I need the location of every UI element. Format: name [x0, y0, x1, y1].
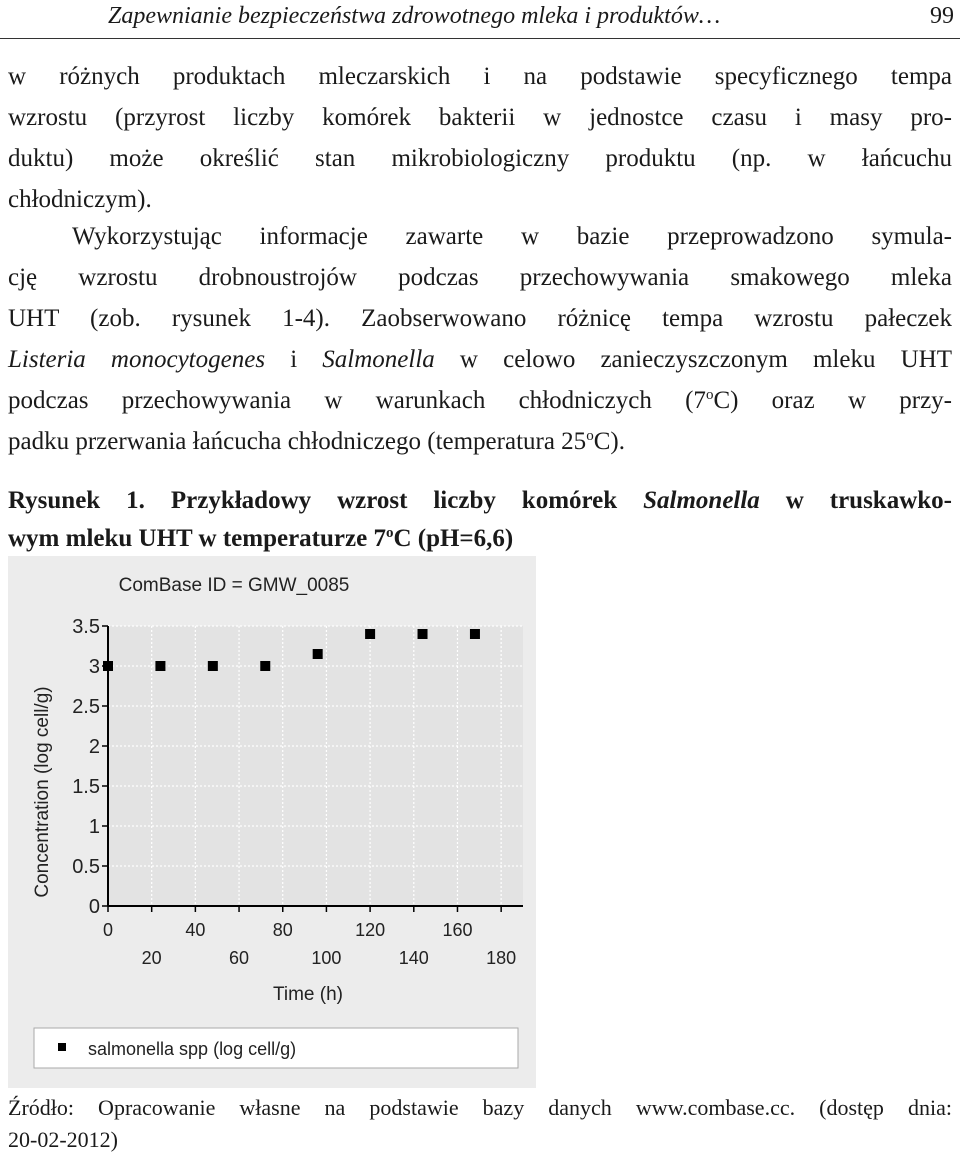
paragraph-1-line: wzrostu (przyrost liczby komórek bakterii w jednostce czasu i masy pro-	[8, 104, 952, 131]
paragraph-2-line	[8, 380, 952, 421]
y-tick-label: 1	[88, 816, 100, 838]
y-tick-label: 2	[88, 736, 100, 758]
y-tick-label: 0	[88, 896, 100, 918]
data-point	[260, 661, 270, 671]
text-fragment: podczas przechowywania w warunkach chłodniczych (7	[8, 387, 706, 414]
legend-label: salmonella spp (log cell/g)	[88, 1039, 297, 1059]
paragraph-2-line	[8, 421, 952, 462]
y-tick-label: 3	[88, 656, 100, 678]
legend-marker	[58, 1043, 66, 1051]
x-tick-label: 40	[185, 920, 206, 940]
degree-superscript: o	[385, 525, 394, 541]
y-tick-label: 0.5	[72, 856, 100, 878]
plot-area	[108, 626, 523, 906]
data-point	[155, 661, 165, 671]
x-tick-label: 120	[355, 920, 386, 940]
x-tick-label: 160	[442, 920, 473, 940]
paragraph-1-line: w różnych produktach mleczarskich i na podstawie specyficznego tempa	[8, 63, 952, 90]
caption-line	[8, 482, 952, 520]
caption-species: Salmonella	[643, 487, 760, 514]
data-point	[418, 629, 428, 639]
caption-prefix: Rysunek 1. Przykładowy wzrost liczby komórek	[8, 487, 644, 514]
degree-superscript: o	[586, 428, 594, 444]
x-tick-label: 0	[102, 920, 114, 940]
data-point	[470, 629, 480, 639]
caption-text: w truskawko-	[759, 487, 952, 514]
species-name-salmonella: Salmonella	[322, 346, 435, 373]
page-header	[0, 0, 960, 39]
x-tick-label: 80	[272, 920, 293, 940]
data-point	[103, 661, 113, 671]
text-fragment: C) oraz w przy-	[713, 387, 952, 414]
paragraph-2	[8, 216, 952, 462]
y-tick-label: 3.5	[72, 616, 100, 638]
paragraph-1	[8, 56, 952, 220]
caption-text: C (pH=6,6)	[393, 525, 514, 552]
source-line: 20-02-2012)	[8, 1127, 118, 1152]
text-fragment: w celowo zanieczyszczonym mleku UHT	[434, 346, 952, 373]
caption-text: wym mleku UHT w temperaturze 7	[8, 525, 386, 552]
source-line: Źródło: Opracowanie własne na podstawie bazy danych www.combase.cc. (dostęp dnia:	[8, 1095, 952, 1120]
x-tick-label: 100	[311, 948, 342, 968]
y-axis-label: Concentration (log cell/g)	[32, 686, 53, 898]
species-name-listeria: Listeria monocytogenes	[8, 346, 266, 373]
chart-figure	[8, 556, 536, 1088]
page-number: 99	[930, 3, 954, 29]
data-point	[365, 629, 375, 639]
paragraph-1-line: duktu) może określić stan mikrobiologiczny produktu (np. w łańcuchu	[8, 145, 952, 172]
running-title: Zapewnianie bezpieczeństwa zdrowotnego mleka i produktów…	[108, 3, 721, 29]
text-fragment: C).	[593, 428, 625, 455]
paragraph-2-line: UHT (zob. rysunek 1-4). Zaobserwowano różnicę tempa wzrostu pałeczek	[8, 305, 952, 332]
figure-caption	[8, 482, 952, 558]
text-fragment: i	[265, 346, 323, 373]
data-point	[313, 649, 323, 659]
x-tick-label: 20	[141, 948, 162, 968]
data-point	[208, 661, 218, 671]
paragraph-2-line	[8, 339, 952, 380]
paragraph-1-line: chłodniczym).	[8, 186, 152, 213]
paragraph-2-line: cję wzrostu drobnoustrojów podczas przechowywania smakowego mleka	[8, 264, 952, 291]
caption-line	[8, 520, 952, 558]
scatter-chart	[8, 556, 536, 1088]
x-tick-label: 180	[486, 948, 517, 968]
degree-superscript: o	[705, 387, 714, 403]
x-tick-label: 140	[398, 948, 429, 968]
figure-source	[8, 1092, 952, 1156]
x-tick-label: 60	[229, 948, 250, 968]
y-tick-label: 2.5	[72, 696, 100, 718]
y-tick-label: 1.5	[72, 776, 100, 798]
chart-title: ComBase ID = GMW_0085	[118, 575, 350, 596]
x-axis-label: Time (h)	[272, 984, 344, 1005]
paragraph-2-line: Wykorzystując informacje zawarte w bazie przeprowadzono symula-	[72, 223, 952, 250]
text-fragment: padku przerwania łańcucha chłodniczego (temperatura 25	[8, 428, 587, 455]
